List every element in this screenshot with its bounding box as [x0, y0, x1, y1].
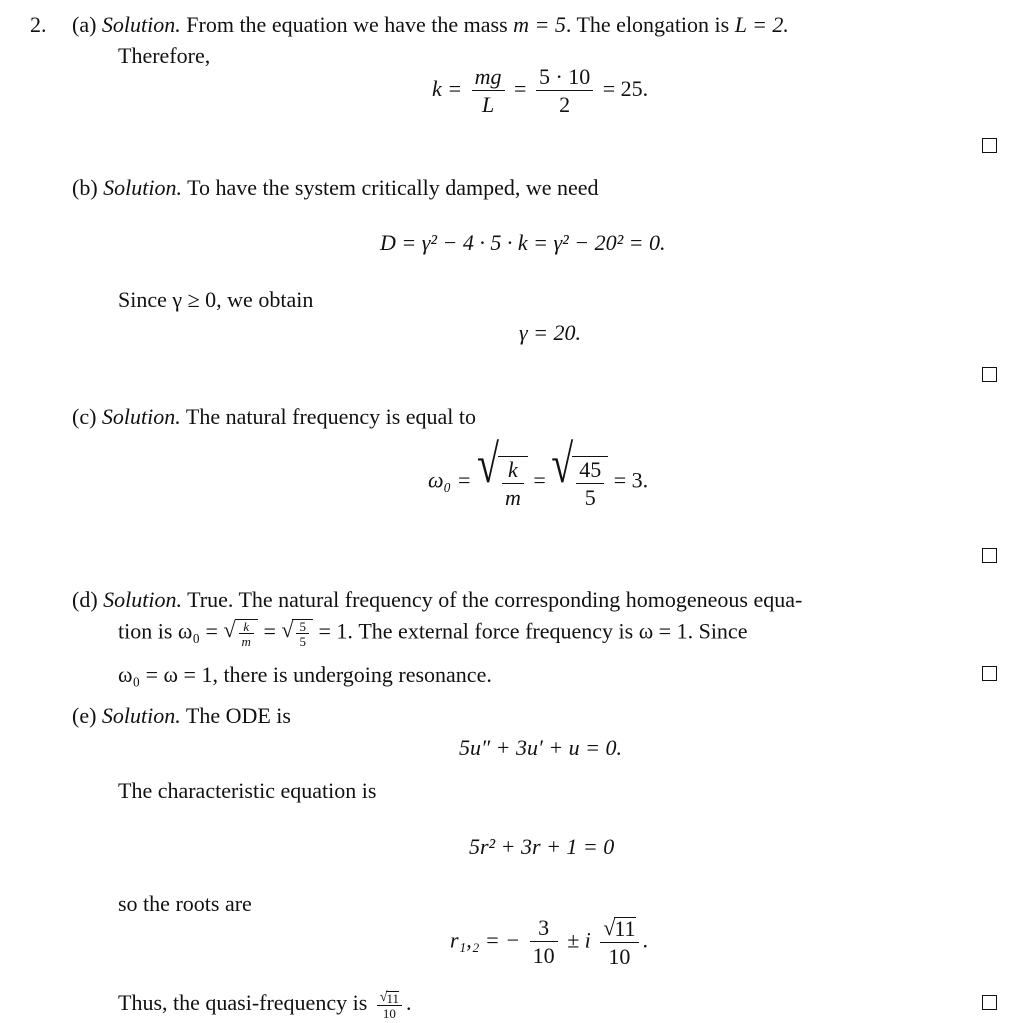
eq-equals: = — [263, 618, 276, 644]
part-b-text-2: Since γ ≥ 0, we obtain — [118, 287, 314, 312]
frac-num: mg — [472, 66, 505, 91]
part-e-text-1: The ODE is — [185, 703, 291, 728]
frac-den: L — [481, 92, 495, 117]
part-d-line1 — [72, 589, 802, 611]
part-d-line1-text: True. The natural frequency of the corresponding homogeneous equa- — [187, 587, 803, 612]
part-e-eq-roots — [450, 916, 648, 968]
eq-roots-end: . — [642, 927, 649, 953]
eq-result: = 25. — [602, 76, 649, 102]
frac-den: 10 — [608, 944, 631, 970]
part-d-line2-a: tion is ω₀ = — [118, 618, 218, 644]
part-b-text-1: To have the system critically damped, we need — [187, 175, 599, 200]
final-end: . — [405, 990, 412, 1016]
part-e-eq-ode: 5u″ + 3u′ + u = 0. — [459, 735, 623, 760]
part-d-label: (d) — [72, 587, 98, 612]
qed-box-c — [982, 548, 997, 563]
eq-equals: = — [533, 467, 546, 493]
frac-final-sqrt11-over-10 — [377, 990, 402, 1020]
part-a-text-3: Therefore, — [118, 43, 211, 68]
problem-number: 2. — [30, 12, 47, 37]
part-b-eq-D: D = γ² − 4 · 5 · k = γ² − 20² = 0. — [380, 230, 666, 255]
sqrt-5-over-5-inline — [281, 619, 313, 648]
eq-omega-lhs: ω₀ = — [428, 467, 472, 493]
part-b-line1 — [72, 177, 599, 199]
sqrt-body — [292, 619, 313, 648]
qed-box-a — [982, 138, 997, 153]
part-e-solution-word: Solution. — [101, 703, 181, 728]
sqrt-body: 11 — [614, 916, 636, 942]
frac-50-over-2 — [536, 66, 593, 116]
part-a-text-2: . The elongation is — [565, 12, 730, 37]
frac-mg-over-L — [472, 66, 505, 116]
part-e-line1 — [72, 705, 291, 727]
part-c-text-1: The natural frequency is equal to — [185, 404, 477, 429]
frac-den: 10 — [532, 943, 555, 969]
sqrt-k-over-m — [477, 433, 528, 510]
part-e-text-2: The characteristic equation is — [118, 778, 377, 803]
radical-sign: √ — [551, 433, 574, 495]
eq-equals: = — [514, 76, 527, 102]
part-d-line2-b: = 1. The external force frequency is ω = 1. Since — [318, 618, 748, 644]
frac-den: 2 — [559, 92, 571, 117]
frac-den: m — [241, 634, 251, 649]
radical-sign: √ — [223, 617, 236, 642]
part-e-final-line — [118, 990, 411, 1020]
part-e-eq-char: 5r² + 3r + 1 = 0 — [469, 834, 615, 859]
sqrt-11 — [603, 917, 635, 940]
frac-num — [377, 990, 402, 1006]
part-c-label: (c) — [72, 404, 97, 429]
part-a-solution-word: Solution. — [101, 12, 181, 37]
part-a-L-eq: L = 2. — [734, 12, 789, 37]
part-a-equation — [432, 66, 648, 116]
frac-k-over-m-inline — [239, 620, 254, 648]
part-b-label: (b) — [72, 175, 98, 200]
radical-sign: √ — [281, 617, 294, 642]
sqrt-body — [572, 456, 608, 509]
part-d-line2 — [118, 619, 747, 648]
sqrt-45-over-5 — [551, 433, 608, 510]
sqrt-body — [498, 456, 528, 509]
part-d-line3: ω₀ = ω = 1, there is undergoing resonance. — [118, 662, 492, 687]
qed-box-d — [982, 666, 997, 681]
qed-box-e — [982, 995, 997, 1010]
frac-5-over-5-inline — [296, 620, 309, 648]
part-e-text-3: so the roots are — [118, 891, 252, 916]
eq-roots-pm: ± i — [567, 927, 591, 953]
frac-den: 5 — [584, 485, 596, 510]
frac-den: 10 — [382, 1006, 396, 1022]
radical-sign: √ — [477, 433, 499, 495]
eq-roots-lhs: r₁,₂ = − — [450, 927, 521, 953]
frac-num: 3 — [530, 917, 558, 942]
frac-num: 45 — [576, 459, 604, 484]
frac-num: 5 · 10 — [536, 66, 593, 91]
part-a-line1 — [72, 14, 789, 36]
part-a-text-1: From the equation we have the mass — [186, 12, 508, 37]
sqrt-11-small — [380, 991, 399, 1005]
eq-result: = 3. — [613, 467, 649, 493]
frac-45-over-5 — [576, 459, 604, 509]
part-c-solution-word: Solution. — [101, 404, 181, 429]
sqrt-body: 11 — [386, 991, 399, 1007]
frac-sqrt11-over-10 — [600, 916, 638, 968]
frac-num — [600, 916, 638, 943]
eq-k-lhs: k = — [432, 76, 463, 102]
frac-den: m — [504, 485, 521, 510]
part-a-label: (a) — [72, 12, 97, 37]
part-d-solution-word: Solution. — [103, 587, 182, 612]
frac-den: 5 — [299, 634, 306, 649]
sqrt-k-over-m-inline — [223, 619, 257, 648]
radical-sign: √ — [379, 990, 388, 1006]
part-b-eq-gamma: γ = 20. — [519, 320, 582, 345]
radical-sign: √ — [603, 915, 616, 941]
part-e-text-4: Thus, the quasi-frequency is — [118, 990, 368, 1016]
part-c-line1 — [72, 406, 476, 428]
frac-num: k — [502, 459, 524, 484]
sqrt-body — [235, 619, 258, 648]
part-b-solution-word: Solution. — [103, 175, 182, 200]
frac-k-over-m — [502, 459, 524, 509]
part-c-equation — [428, 433, 649, 510]
frac-num: 5 — [296, 620, 309, 634]
frac-num: k — [239, 620, 254, 634]
frac-3-over-10 — [530, 917, 558, 967]
part-e-label: (e) — [72, 703, 97, 728]
part-a-m-eq: m = 5 — [513, 12, 566, 37]
qed-box-b — [982, 367, 997, 382]
